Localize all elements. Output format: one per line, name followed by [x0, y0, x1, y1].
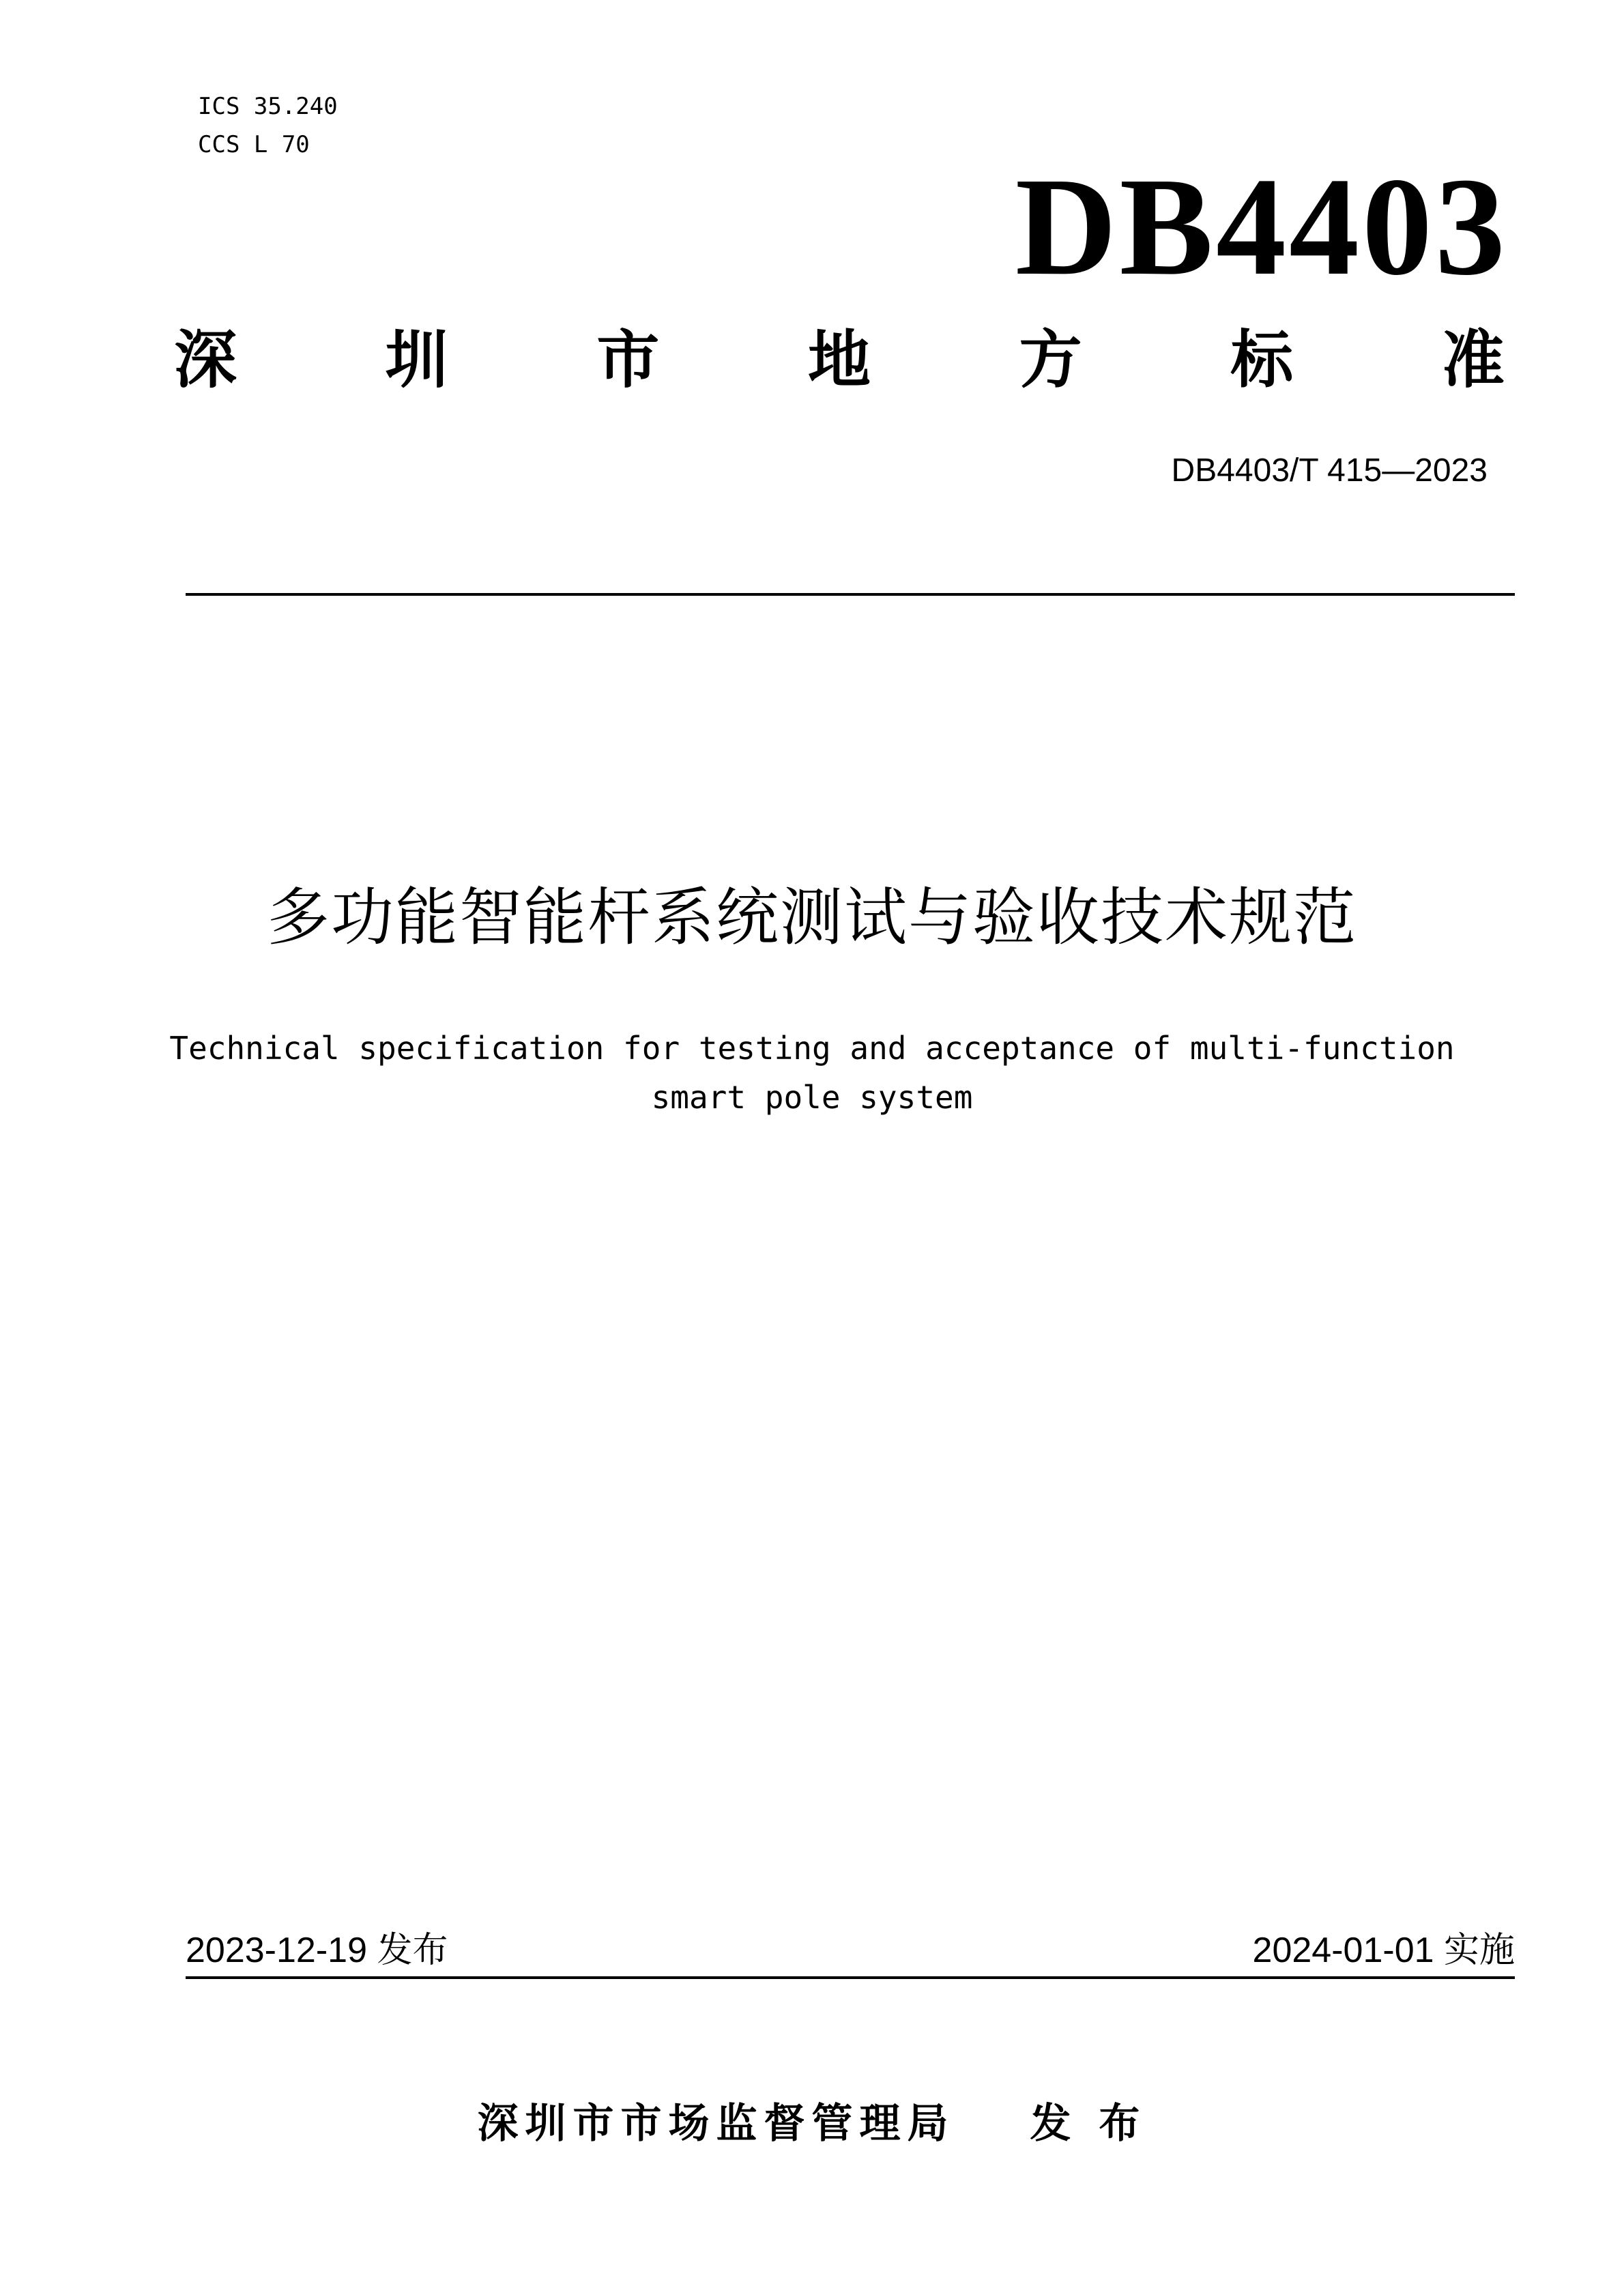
standard-code-heading: DB4403	[1015, 148, 1508, 304]
title-en-line-1: Technical specification for testing and acceptance of multi-function	[169, 1030, 1455, 1067]
implement-date: 2024-01-01 实施	[1252, 1931, 1515, 1970]
document-title-cn: 多功能智能杆系统测试与验收技术规范	[266, 881, 1357, 954]
bottom-divider	[186, 1976, 1515, 1979]
standard-type-char: 准	[1441, 323, 1505, 396]
standard-type-char: 深	[174, 323, 237, 396]
standard-type-char: 圳	[385, 323, 448, 396]
issuer-name: 深圳市市场监督管理局	[477, 2100, 955, 2148]
issue-date: 2023-12-19 发布	[186, 1931, 448, 1970]
standard-number: DB4403/T 415—2023	[1171, 452, 1488, 489]
standard-type-heading	[174, 319, 1505, 401]
issuer-action: 发 布	[1030, 2100, 1147, 2148]
top-divider	[186, 593, 1515, 596]
date-row	[186, 1924, 1515, 1972]
title-en-line-2: smart pole system	[651, 1079, 973, 1116]
ics-code: ICS 35.240	[198, 93, 338, 120]
standard-type-char: 标	[1230, 323, 1294, 396]
document-title-en	[136, 1024, 1488, 1122]
ccs-code: CCS L 70	[198, 131, 310, 158]
issuer-line	[0, 2096, 1624, 2151]
standard-type-char: 市	[596, 323, 660, 396]
classification-codes	[198, 87, 338, 164]
standard-type-char: 地	[807, 323, 871, 396]
standard-type-char: 方	[1019, 323, 1082, 396]
